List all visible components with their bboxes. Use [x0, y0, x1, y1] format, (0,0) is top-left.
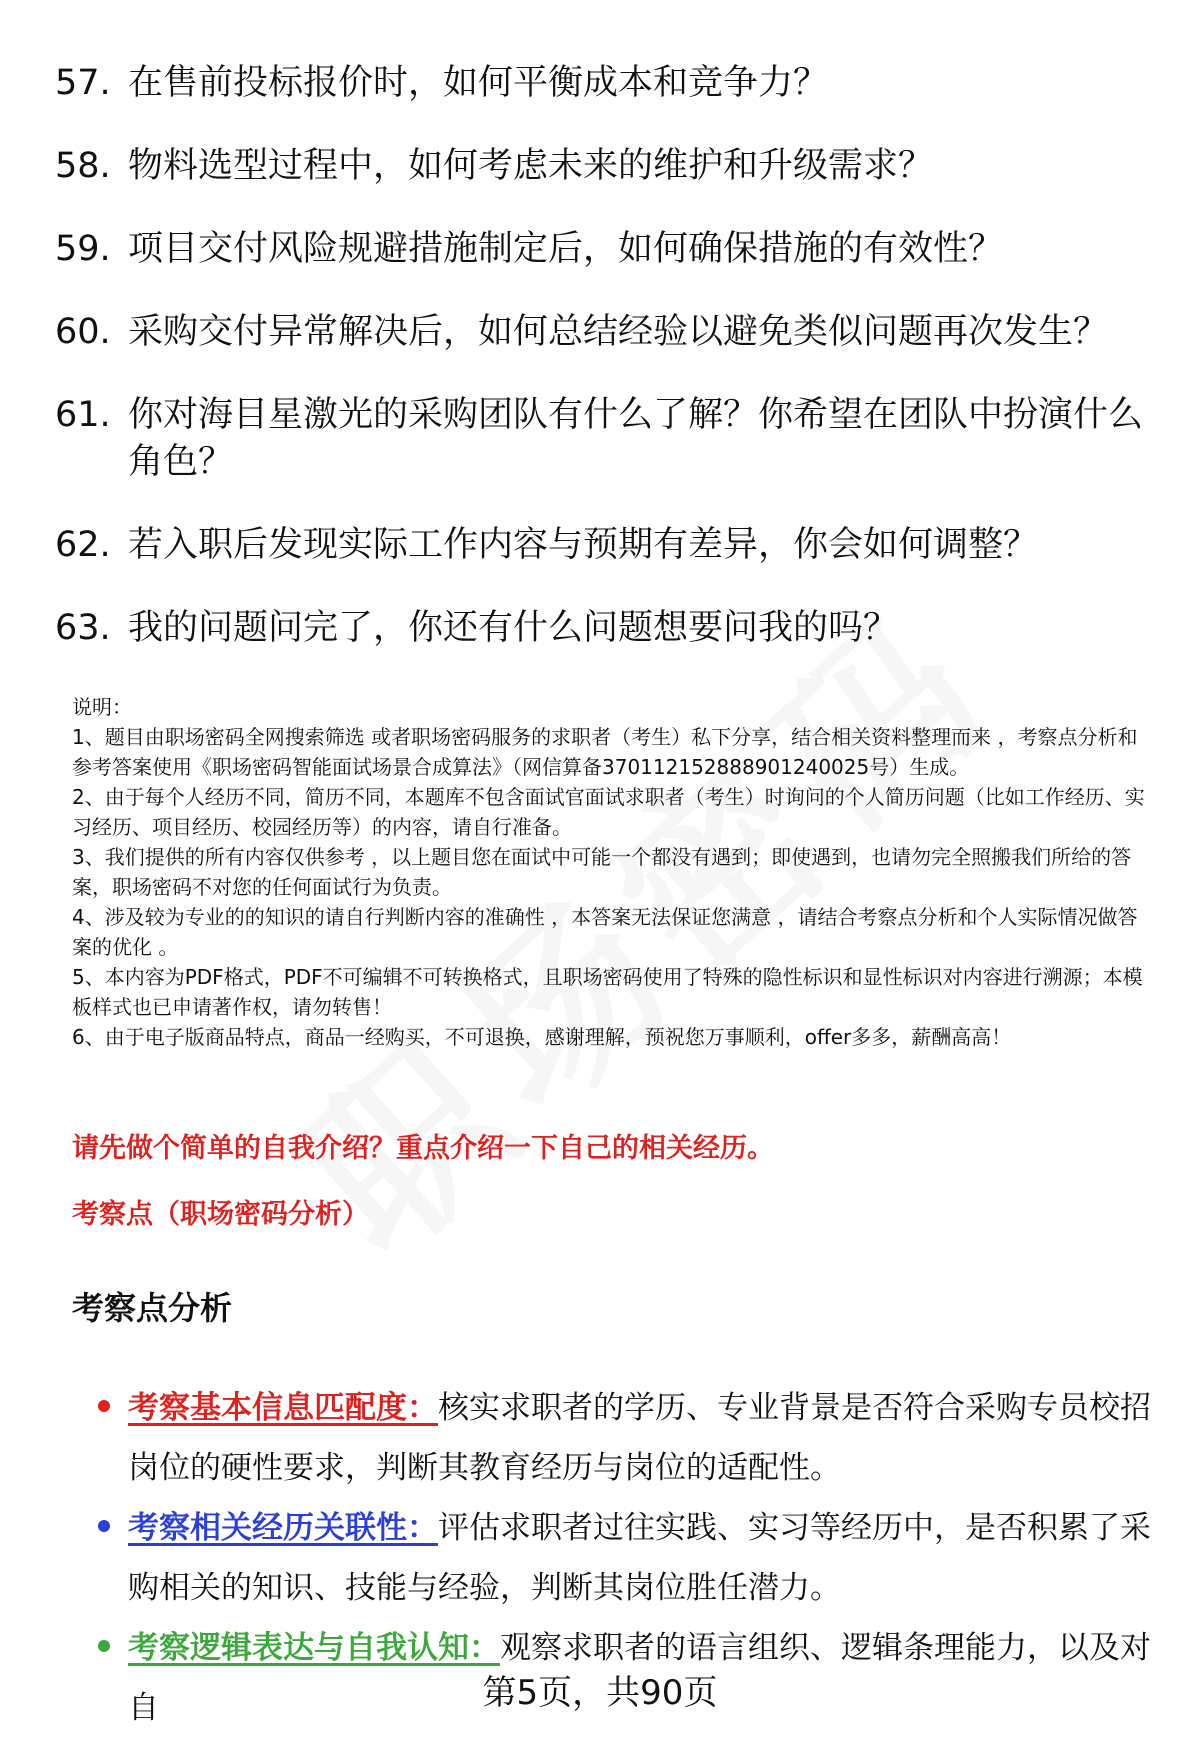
question-text: 我的问题问完了，你还有什么问题想要问我的吗？	[128, 608, 899, 648]
notes-section	[72, 692, 1157, 1052]
bullet-text: 评估求职者过往实践、实习等经历中，是否积累了采购相关的知识、技能与经验，判断其岗位胜任潜力。	[128, 1510, 1151, 1606]
note-item: 5、本内容为PDF格式，PDF不可编辑不可转换格式，且职场密码使用了特殊的隐性标识和显性标识对内容进行溯源；本模板样式也已申请著作权，请勿转售！	[72, 965, 1143, 1019]
question-text: 采购交付异常解决后，如何总结经验以避免类似问题再次发生？	[128, 312, 1109, 352]
note-item: 2、由于每个人经历不同，简历不同，本题库不包含面试官面试求职者（考生）时询问的个人简历问题（比如工作经历、实习经历、项目经历、校园经历等）的内容，请自行准备。	[72, 785, 1145, 839]
note-item: 3、我们提供的所有内容仅供参考 ，以上题目您在面试中可能一个都没有遇到；即使遇到，也请勿完全照搬我们所给的答案，职场密码不对您的任何面试行为负责。	[72, 845, 1132, 899]
note-item: 1、题目由职场密码全网搜索筛选 或者职场密码服务的求职者（考生）私下分享，结合相关资料整理而来 ，考察点分析和参考答案使用《职场密码智能面试场景合成算法》（网信算备3701121528889012400​25号）生成。	[72, 725, 1138, 779]
question-number: 63.	[55, 608, 111, 648]
analysis-bullet	[98, 1378, 1160, 1498]
bullet-dot-icon	[98, 1640, 110, 1652]
question-item	[55, 605, 1155, 652]
page-footer: 第5页，共90页	[482, 1673, 718, 1713]
question-title: 请先做个简单的自我介绍？重点介绍一下自己的相关经历。	[72, 1133, 774, 1164]
section-label: 考察点（职场密码分析）	[72, 1199, 369, 1230]
analysis-heading: 考察点分析	[72, 1289, 233, 1327]
question-number: 58.	[55, 146, 111, 186]
bullet-label: 考察逻辑表达与自我认知：	[128, 1630, 500, 1666]
question-item	[55, 392, 1155, 486]
bullet-label: 考察基本信息匹配度：	[128, 1390, 438, 1426]
question-item	[55, 143, 1155, 190]
note-item: 4、涉及较为专业的的知识的请自行判断内容的准确性 ，本答案无法保证您满意 ，请结合考察点分析和个人实际情况做答案的优化 。	[72, 905, 1138, 959]
question-text: 你对海目星激光的采购团队有什么了解？你希望在团队中扮演什么角色？	[128, 395, 1144, 482]
question-text: 项目交付风险规避措施制定后，如何确保措施的有效性？	[128, 229, 1004, 269]
question-item	[55, 522, 1155, 569]
question-text: 若入职后发现实际工作内容与预期有差异，你会如何调整？	[128, 525, 1039, 565]
analysis-bullet	[98, 1498, 1160, 1618]
bullet-text: 观察求职者的语言组织、逻辑条理能力，以及对自	[128, 1630, 1151, 1726]
question-list	[55, 60, 1155, 688]
bullet-dot-icon	[98, 1520, 110, 1532]
question-number: 62.	[55, 525, 111, 565]
bullet-dot-icon	[98, 1400, 110, 1412]
question-text: 在售前投标报价时，如何平衡成本和竞争力？	[128, 63, 829, 103]
question-number: 60.	[55, 312, 111, 352]
question-text: 物料选型过程中，如何考虑未来的维护和升级需求？	[128, 146, 934, 186]
question-number: 59.	[55, 229, 111, 269]
question-item	[55, 60, 1155, 107]
question-number: 61.	[55, 395, 111, 435]
bullet-text: 核实求职者的学历、专业背景是否符合采购专员校招岗位的硬性要求，判断其教育经历与岗位的适配性。	[128, 1390, 1151, 1486]
question-item	[55, 226, 1155, 273]
question-number: 57.	[55, 63, 111, 103]
bullet-label: 考察相关经历关联性：	[128, 1510, 438, 1546]
notes-heading: 说明：	[72, 695, 132, 719]
question-item	[55, 309, 1155, 356]
note-item: 6、由于电子版商品特点，商品一经购买，不可退换，感谢理解，预祝您万事顺利，offer多多，薪酬高高！	[72, 1025, 1012, 1049]
